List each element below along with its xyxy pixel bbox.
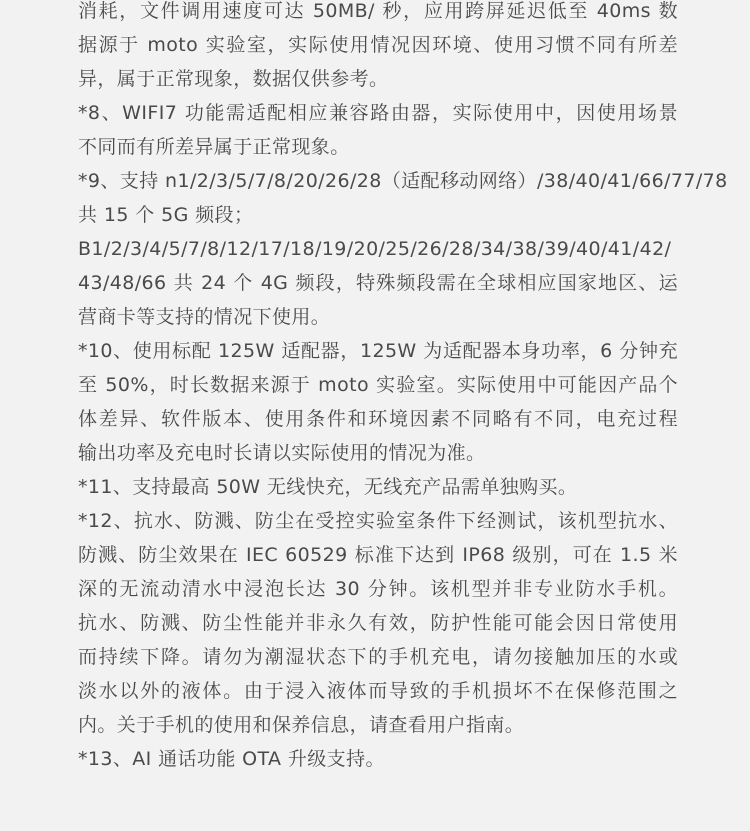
note-line: *13、AI 通话功能 OTA 升级支持。 (78, 748, 385, 770)
note-line: 抗水、防溅、防尘性能并非永久有效，防护性能可能会因日常使用 (78, 612, 678, 634)
note-line: 内。关于手机的使用和保养信息，请查看用户指南。 (78, 714, 525, 736)
note-line: 防溅、防尘效果在 IEC 60529 标准下达到 IP68 级别，可在 1.5 米 (78, 544, 678, 566)
note-line: 43/48/66 共 24 个 4G 频段，特殊频段需在全球相应国家地区、运 (78, 272, 678, 294)
note-line: *12、抗水、防溅、防尘在受控实验室条件下经测试，该机型抗水、 (78, 510, 678, 532)
note-line: *9、支持 n1/2/3/5/7/8/20/26/28（适配移动网络）/38/40/41/66/77/78 (78, 170, 728, 192)
note-line: 营商卡等支持的情况下使用。 (78, 306, 331, 328)
note-line: 异，属于正常现象，数据仅供参考。 (78, 68, 389, 90)
note-line: 至 50%，时长数据来源于 moto 实验室。实际使用中可能因产品个 (78, 374, 678, 396)
note-line: 不同而有所差异属于正常现象。 (78, 136, 350, 158)
note-line: 体差异、软件版本、使用条件和环境因素不同略有不同，电充过程 (78, 408, 678, 430)
note-line: 深的无流动清水中浸泡长达 30 分钟。该机型并非专业防水手机。 (78, 578, 678, 600)
note-line: *11、支持最高 50W 无线快充，无线充产品需单独购买。 (78, 476, 578, 498)
note-line: *8、WIFI7 功能需适配相应兼容路由器，实际使用中，因使用场景 (78, 102, 678, 124)
note-line: 据源于 moto 实验室，实际使用情况因环境、使用习惯不同有所差 (78, 34, 678, 56)
note-line: B1/2/3/4/5/7/8/12/17/18/19/20/25/26/28/34/38/39/40/41/42/ (78, 238, 672, 260)
note-line: *10、使用标配 125W 适配器，125W 为适配器本身功率，6 分钟充 (78, 340, 678, 362)
note-line: 消耗，文件调用速度可达 50MB/ 秒，应用跨屏延迟低至 40ms 数 (78, 0, 678, 22)
note-line: 淡水以外的液体。由于浸入液体而导致的手机损坏不在保修范围之 (78, 680, 678, 702)
note-line: 共 15 个 5G 频段； (78, 204, 254, 226)
footnotes-list (78, 0, 728, 776)
note-line: 输出功率及充电时长请以实际使用的情况为准。 (78, 442, 486, 464)
note-line: 而持续下降。请勿为潮湿状态下的手机充电，请勿接触加压的水或 (78, 646, 678, 668)
